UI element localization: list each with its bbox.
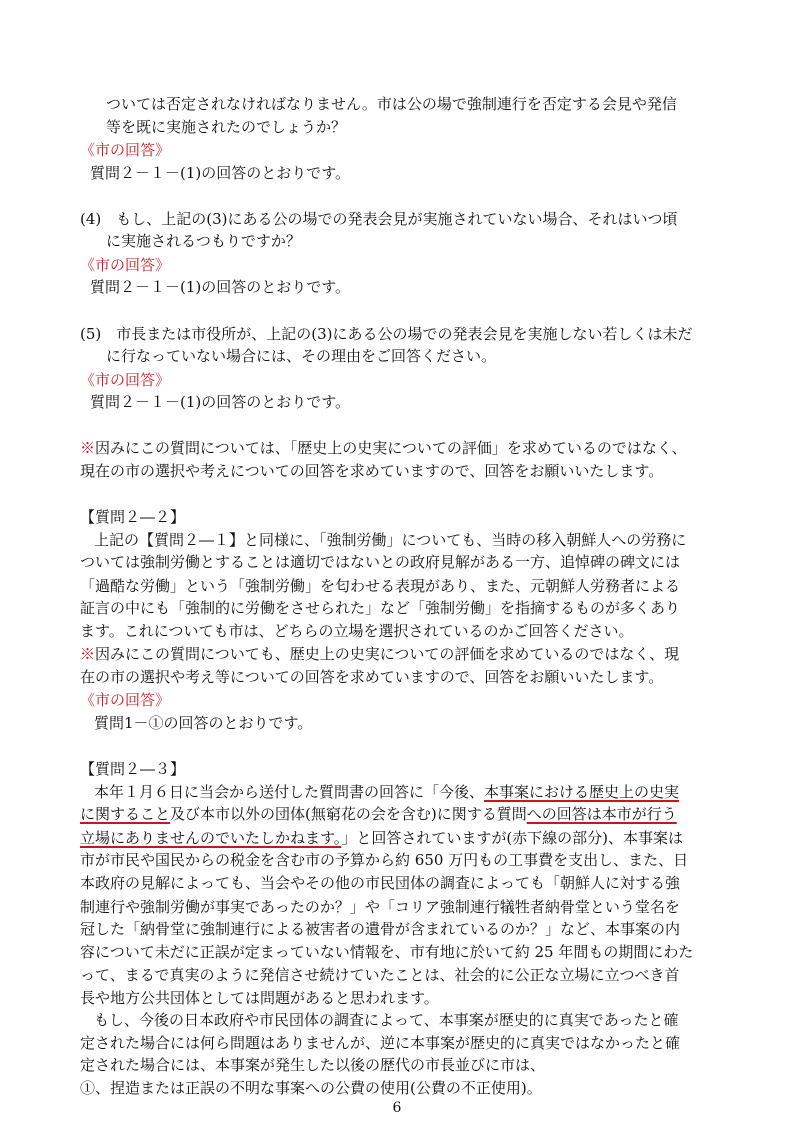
question-2-3-line-7: 冠した「納骨堂に強制連行による被害者の遺骨が含まれているのか？」など、本事案の内	[80, 920, 681, 938]
question-5-line-2: に行なっていない場合には、その理由をご回答ください。	[106, 347, 497, 365]
question-4-line-1: (4) もし、上記の(3)にある公の場での発表会見が実施されていない場合、それはいつ頃	[80, 210, 678, 228]
question-2-3-line-14: ①、捏造または正誤の不明な事案への公費の使用(公費の不正使用)。	[80, 1079, 542, 1097]
page-number: 6	[392, 1100, 402, 1116]
question-2-2-heading: 【質問２―２】	[80, 508, 186, 526]
question-2-2-line-3: 「過酷な労働」という「強制労働」を匂わせる表現があり、また、元朝鮮人労務者による	[80, 577, 681, 595]
red-underlined-text: に関すること	[80, 805, 171, 823]
question-2-3-line-13: 定された場合には、本事案が発生した以後の歴代の市長並びに市は、	[80, 1056, 546, 1074]
question-2-3-line-12: 定された場合には何ら問題はありませんが、逆に本事案が歴史的に真実ではなかったと確	[80, 1034, 681, 1052]
red-underlined-text: 立場にありませんのでいたしかねます。	[80, 829, 342, 847]
city-answer-label: 《市の回答》	[80, 371, 171, 389]
question-2-3-line-10: 長や地方公共団体としては問題があると思われます。	[80, 989, 439, 1007]
question-2-2-line-1: 上記の【質問２―１】と同様に、「強制労働」についても、当時の移入朝鮮人への労務に	[94, 531, 687, 549]
question-2-3-line-3: 立場にありませんのでいたしかねます。」と回答されていますが(赤下線の部分)、本事案は	[80, 829, 684, 847]
question-2-3-line-11: もし、今後の日本政府や市民団体の調査によって、本事案が歴史的に真実であったと確	[94, 1011, 679, 1029]
city-answer-text: 質問２－１－(1)の回答のとおりです。	[90, 278, 351, 296]
question-2-3-line-9: って、まるで真実のように発信させ続けていたことは、社会的に公正な立場に立つべき首	[80, 966, 680, 984]
question-2-2-note-line-1: ※因みにこの質問についても、歴史上の史実についての評価を求めているのではなく、現	[80, 645, 680, 663]
city-answer-label: 《市の回答》	[80, 141, 171, 159]
city-answer-text: 質問２－１－(1)の回答のとおりです。	[90, 164, 351, 182]
question-2-3-line-4: 市が市民や国民からの税金を含む市の予算から約 650 万円もの工事費を支出し、また、日	[80, 851, 689, 869]
city-answer-label: 《市の回答》	[80, 691, 171, 709]
question-4-line-2: に実施されるつもりですか？	[106, 232, 301, 250]
question-3-line-2: 等を既に実施されたのでしょうか？	[106, 118, 347, 136]
note-line-1: ※因みにこの質問については、「歴史上の史実についての評価」を求めているのではなく、	[80, 439, 687, 457]
question-2-3-line-6: 制連行や強制労働が事実であったのか？」や「コリア強制連行犠牲者納骨堂という堂名を	[80, 898, 680, 916]
city-answer-text: 質問1－①の回答のとおりです。	[94, 714, 313, 732]
question-5-line-1: (5) 市長または市役所が、上記の(3)にある公の場での発表会見を実施しない若しくは未だ	[80, 325, 693, 343]
question-2-3-line-8: 容について未だに正誤が定まっていない情報を、市有地に於いて約 25 年間もの期間にわた	[80, 943, 694, 961]
red-underlined-text: への回答は本市が行う	[526, 805, 677, 823]
question-2-2-note-line-2: 在の市の選択や考え等についての回答を求めていますので、回答をお願いいたします。	[80, 668, 664, 686]
note-mark: ※	[80, 645, 96, 663]
red-underlined-text: 本事案における歴史上の史実	[484, 783, 680, 801]
question-2-2-line-4: 証言の中にも「強制的に労働をさせられた」など「強制労働」を指摘するものが多くあり	[80, 599, 681, 617]
city-answer-text: 質問２－１－(1)の回答のとおりです。	[90, 393, 351, 411]
question-2-3-heading: 【質問２―３】	[80, 760, 186, 778]
question-2-2-line-2: ついては強制労働とすることは適切ではないとの政府見解がある一方、追悼碑の碑文には	[80, 553, 681, 571]
note-mark: ※	[80, 439, 96, 457]
question-3-line-1: ついては否定されなければなりません。市は公の場で強制連行を否定する会見や発信	[106, 95, 677, 113]
note-line-2: 現在の市の選択や考えについての回答を求めていますので、回答をお願いいたします。	[80, 462, 664, 480]
question-2-3-line-5: 本政府の見解によっても、当会やその他の市民団体の調査によっても「朝鮮人に対する強	[80, 874, 681, 892]
question-2-3-line-2: に関すること及び本市以外の団体(無窮花の会を含む)に関する質問への回答は本市が行う	[80, 805, 677, 823]
question-2-2-line-5: ます。これについても市は、どちらの立場を選択されているのかご回答ください。	[80, 622, 634, 640]
city-answer-label: 《市の回答》	[80, 256, 171, 274]
question-2-3-line-1: 本年１月６日に当会から送付した質問書の回答に「今後、本事案における歴史上の史実	[94, 783, 680, 801]
